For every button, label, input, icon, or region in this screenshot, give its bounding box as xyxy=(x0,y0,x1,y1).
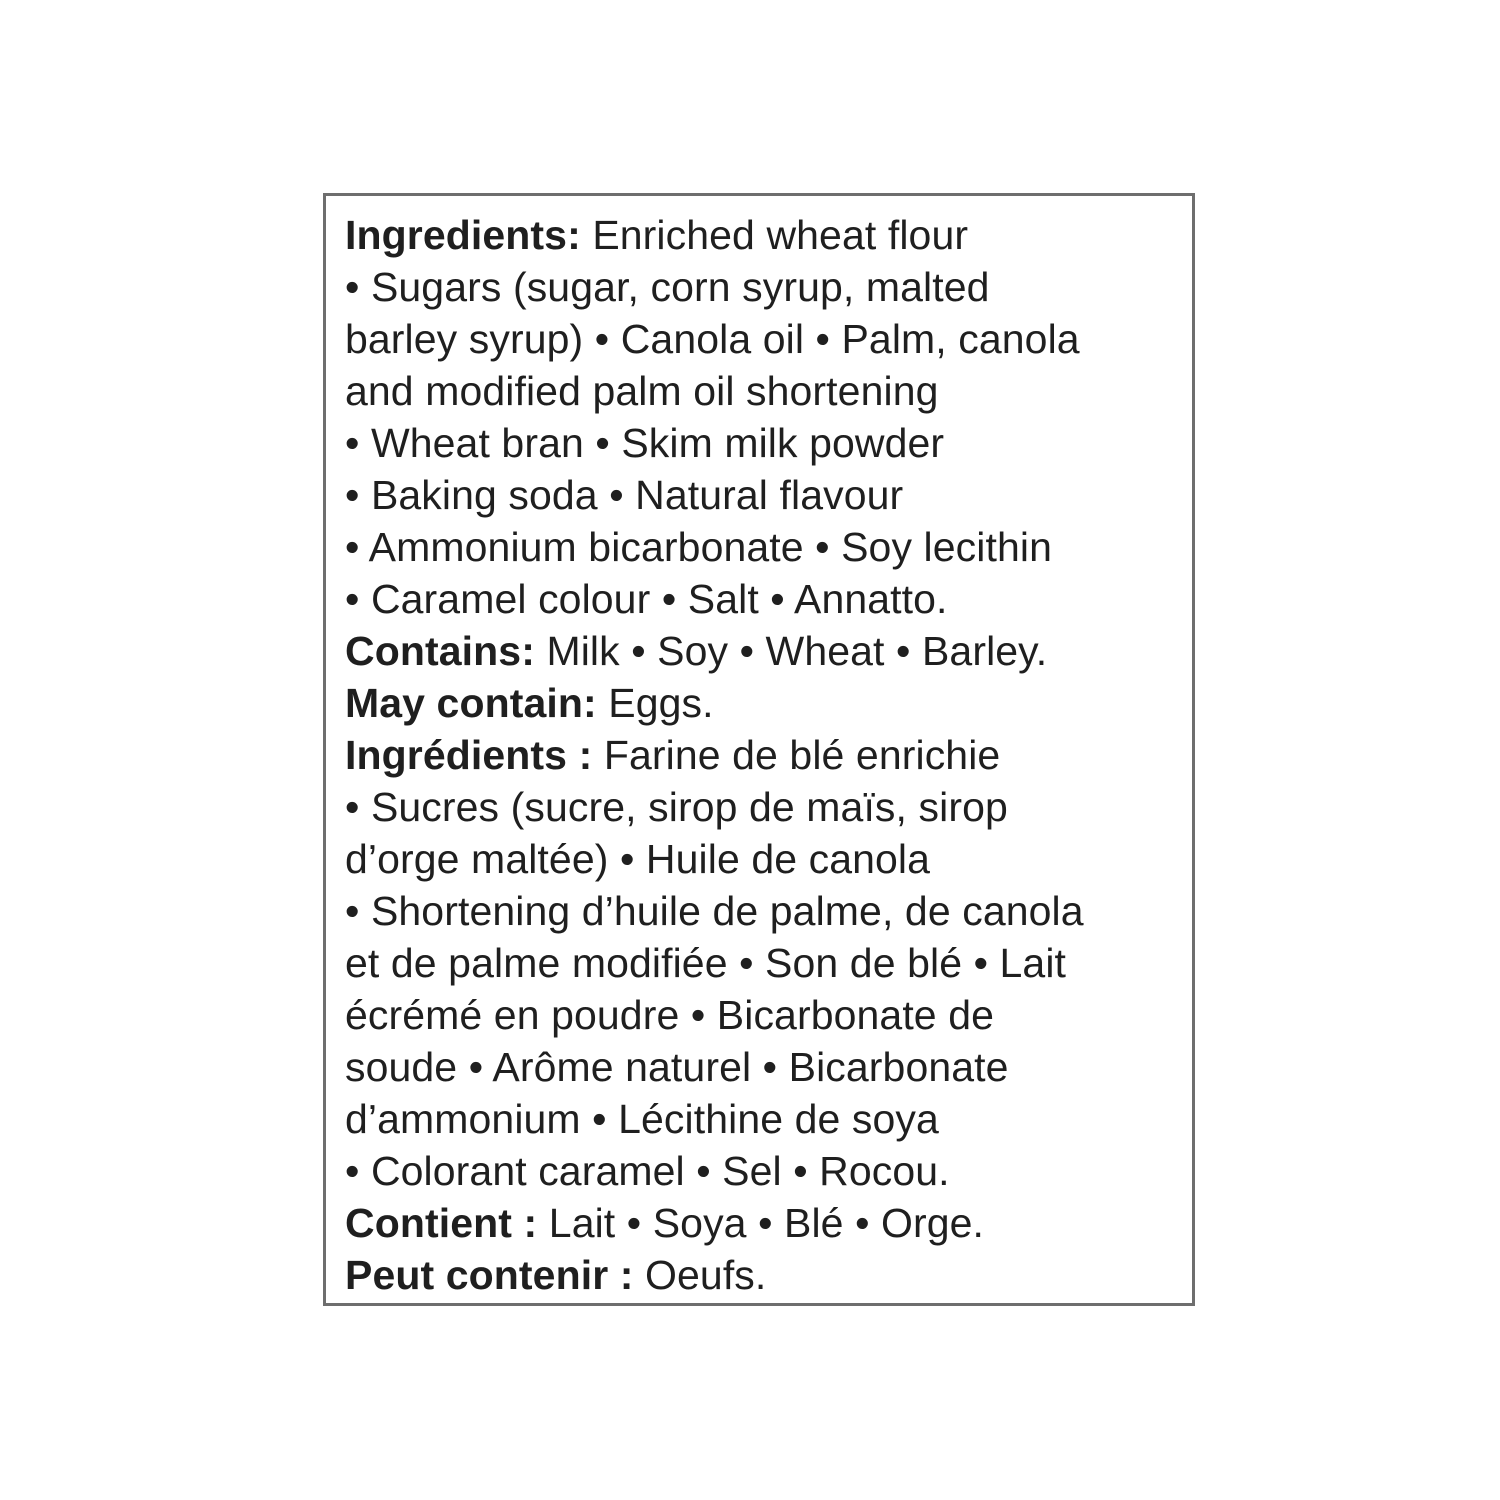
fr-may-contain-heading: Peut contenir : xyxy=(345,1252,634,1298)
fr-ingredients-line-6: écrémé en poudre • Bicarbonate de xyxy=(345,992,995,1038)
en-ingredients-line-5: • Wheat bran • Skim milk powder xyxy=(345,420,945,466)
en-ingredients-line-7: • Ammonium bicarbonate • Soy lecithin xyxy=(345,524,1052,570)
fr-ingredients-line-8: d’ammonium • Lécithine de soya xyxy=(345,1096,939,1142)
fr-may-contain-line xyxy=(345,1249,1084,1301)
fr-contains-heading: Contient : xyxy=(345,1200,538,1246)
fr-ingredients-text: Farine de blé enrichie xyxy=(592,732,1001,778)
en-may-contain-line xyxy=(345,677,1084,729)
fr-may-contain-text: Oeufs. xyxy=(633,1252,767,1298)
en-ingredients-line-4: and modified palm oil shortening xyxy=(345,368,939,414)
en-ingredients-line-3: barley syrup) • Canola oil • Palm, canola xyxy=(345,316,1080,362)
fr-ingredients-line-3: d’orge maltée) • Huile de canola xyxy=(345,836,931,882)
en-ingredients-heading: Ingredients: xyxy=(345,212,581,258)
fr-ingredients-line-9: • Colorant caramel • Sel • Rocou. xyxy=(345,1148,950,1194)
en-ingredients-line-2: • Sugars (sugar, corn syrup, malted xyxy=(345,264,990,310)
fr-ingredients-heading: Ingrédients : xyxy=(345,732,593,778)
ingredients-label-box xyxy=(323,193,1195,1306)
en-may-contain-heading: May contain: xyxy=(345,680,597,726)
en-ingredients-line-8: • Caramel colour • Salt • Annatto. xyxy=(345,576,948,622)
en-contains-text: Milk • Soy • Wheat • Barley. xyxy=(534,628,1048,674)
ingredients-label-text xyxy=(345,209,1084,1301)
fr-ingredients-line-7: soude • Arôme naturel • Bicarbonate xyxy=(345,1044,1009,1090)
fr-ingredients-line-4: • Shortening d’huile de palme, de canola xyxy=(345,888,1084,934)
en-ingredients-line-1 xyxy=(345,209,1084,261)
fr-ingredients-line-1 xyxy=(345,729,1084,781)
fr-ingredients-line-2: • Sucres (sucre, sirop de maïs, sirop xyxy=(345,784,1008,830)
en-contains-line xyxy=(345,625,1084,677)
en-ingredients-line-6: • Baking soda • Natural flavour xyxy=(345,472,904,518)
en-may-contain-text: Eggs. xyxy=(596,680,714,726)
en-contains-heading: Contains: xyxy=(345,628,535,674)
fr-ingredients-line-5: et de palme modifiée • Son de blé • Lait xyxy=(345,940,1067,986)
fr-contains-text: Lait • Soya • Blé • Orge. xyxy=(537,1200,985,1246)
en-ingredients-text: Enriched wheat flour xyxy=(580,212,969,258)
fr-contains-line xyxy=(345,1197,1084,1249)
